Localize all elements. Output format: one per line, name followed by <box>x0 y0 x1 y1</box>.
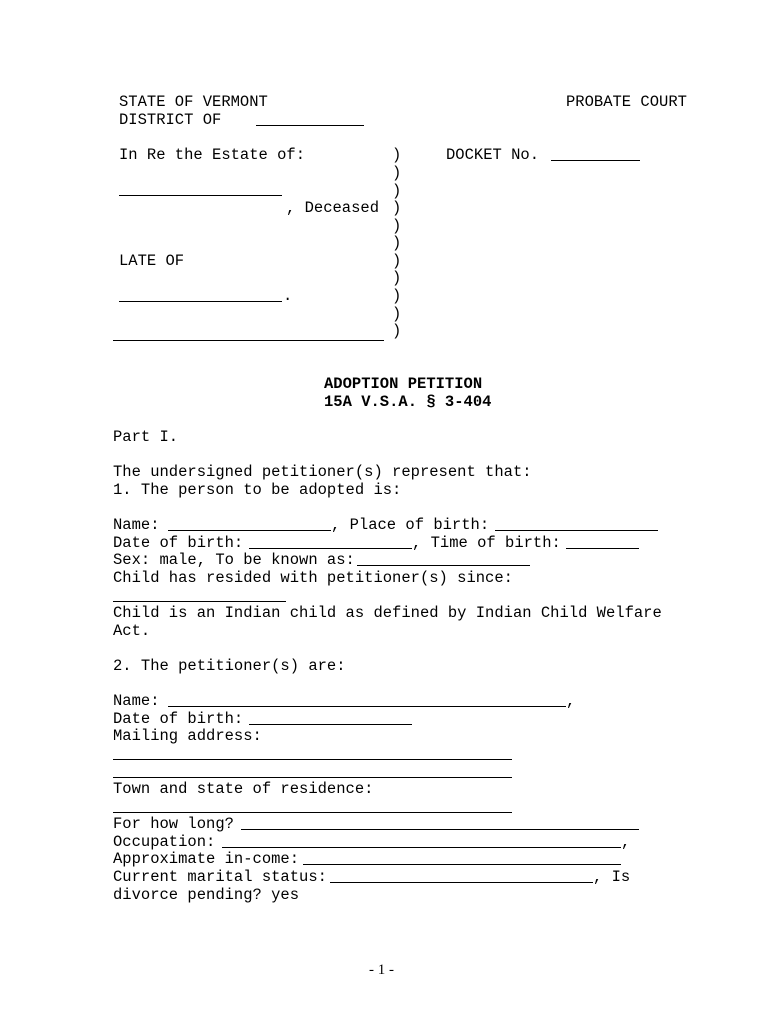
caption-paren: ) <box>392 269 402 287</box>
marital-status-blank <box>330 882 593 883</box>
petitioner-dob-blank <box>249 724 412 725</box>
court-heading: PROBATE COURT <box>566 93 687 111</box>
mailing-address-blank-2 <box>113 777 512 778</box>
state-heading: STATE OF VERMONT <box>119 93 268 111</box>
item-2-heading: 2. The petitioner(s) are: <box>113 657 346 675</box>
mailing-address-label: Mailing address: <box>113 727 262 745</box>
known-as-blank <box>357 565 530 566</box>
item-1-heading: 1. The person to be adopted is: <box>113 481 402 499</box>
occupation-comma: , <box>621 833 631 851</box>
child-dob-blank <box>249 548 412 549</box>
petitioner-dob-label: Date of birth: <box>113 710 244 728</box>
petitioner-name-label: Name: <box>113 692 160 710</box>
petitioner-name-comma: , <box>566 692 576 710</box>
place-of-birth-blank <box>495 530 658 531</box>
caption-bottom-rule <box>113 340 384 341</box>
income-blank <box>303 864 621 865</box>
how-long-blank <box>241 829 639 830</box>
caption-paren: ) <box>392 234 402 252</box>
place-of-birth-label: , Place of birth: <box>331 516 490 534</box>
page-number: - 1 - <box>369 962 394 978</box>
caption-paren: ) <box>392 146 402 164</box>
how-long-label: For how long? <box>113 815 234 833</box>
document-title: ADOPTION PETITION <box>324 375 483 393</box>
statute-citation: 15A V.S.A. § 3-404 <box>324 393 492 411</box>
is-label: , Is <box>593 868 631 886</box>
late-of-period: . <box>283 287 293 305</box>
district-label: DISTRICT OF <box>119 111 222 129</box>
caption-paren: ) <box>392 322 402 340</box>
occupation-label: Occupation: <box>113 833 216 851</box>
resided-blank <box>113 601 286 602</box>
child-dob-label: Date of birth: <box>113 534 244 552</box>
caption-paren: ) <box>392 287 402 305</box>
indian-child-text-cont: Act. <box>113 622 151 640</box>
residence-label: Town and state of residence: <box>113 780 374 798</box>
caption-paren: ) <box>392 217 402 235</box>
decedent-name-blank <box>119 195 282 196</box>
caption-paren: ) <box>392 164 402 182</box>
intro-text: The undersigned petitioner(s) represent that: <box>113 463 532 481</box>
mailing-address-blank-1 <box>113 759 512 760</box>
indian-child-text: Child is an Indian child as defined by Indian Child Welfare <box>113 604 662 622</box>
time-of-birth-label: , Time of birth: <box>412 534 561 552</box>
residence-blank <box>113 812 512 813</box>
income-label: Approximate in-come: <box>113 850 300 868</box>
late-of-label: LATE OF <box>119 252 185 270</box>
part-heading: Part I. <box>113 428 179 446</box>
petitioner-name-blank <box>168 706 566 707</box>
caption-paren: ) <box>392 182 402 200</box>
caption-paren: ) <box>392 199 402 217</box>
resided-label: Child has resided with petitioner(s) since: <box>113 569 513 587</box>
child-name-blank <box>168 530 331 531</box>
child-name-label: Name: <box>113 516 160 534</box>
sex-label: Sex: male, To be known as: <box>113 551 355 569</box>
divorce-pending-label: divorce pending? yes <box>113 886 300 904</box>
time-of-birth-blank <box>566 548 639 549</box>
deceased-label: , Deceased <box>286 199 380 217</box>
docket-label: DOCKET No. <box>446 146 540 164</box>
docket-blank <box>551 160 640 161</box>
marital-status-label: Current marital status: <box>113 868 327 886</box>
caption-paren: ) <box>392 252 402 270</box>
district-blank <box>256 125 364 126</box>
in-re-label: In Re the Estate of: <box>119 146 306 164</box>
late-of-blank <box>119 301 282 302</box>
occupation-blank <box>222 847 621 848</box>
caption-paren: ) <box>392 305 402 323</box>
